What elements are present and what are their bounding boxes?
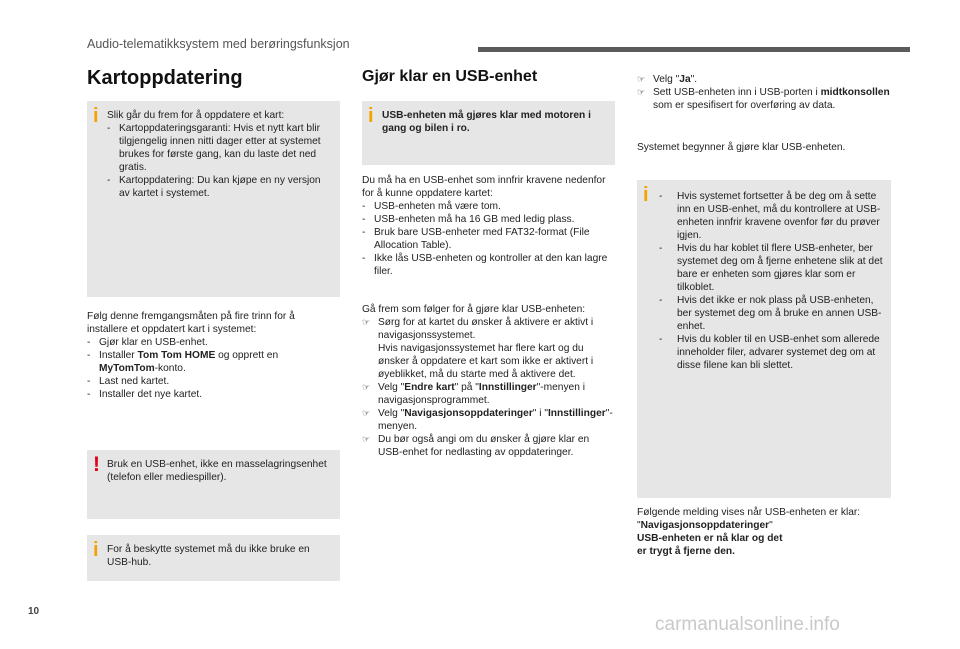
list-item: - Kartoppdatering: Du kan kjøpe en ny versjon av kartet i systemet.: [107, 175, 321, 199]
system-begins-text: Systemet begynner å gjøre klar USB-enheten.: [637, 142, 846, 153]
list-item: - Hvis systemet fortsetter å be deg om å sette inn en USB-enhet, må du kontrollere at USB-enheten innfrir kravene ovenfor før du prøver igjen.: [659, 191, 881, 241]
warning-box: [87, 450, 340, 519]
info-box-usb-hub: [87, 535, 340, 581]
ready-message-line: USB-enheten er nå klar og det: [637, 533, 783, 544]
requirement-item: - Bruk bare USB-enheter med FAT32-format (File Allocation Table).: [362, 227, 590, 251]
info-icon: i: [93, 539, 99, 561]
procedure-item: ☞ Velg "Endre kart" på "Innstillinger"-menyen i navigasjonsprogrammet.: [362, 382, 585, 406]
list-item: - Hvis du har koblet til flere USB-enheter, ber systemet deg om å fjerne enhetene slik at det bare er enheten som gjøres klar som er tilkoblet.: [659, 243, 883, 293]
steps-block: [87, 310, 337, 401]
pointing-hand-icon: ☞: [637, 87, 646, 97]
requirement-item: - USB-enheten må ha 16 GB med ledig plass.: [362, 214, 575, 225]
section-heading-kartoppdatering: Kartoppdatering: [87, 67, 243, 89]
warning-icon: !: [93, 453, 100, 476]
pointing-hand-icon: ☞: [362, 382, 371, 392]
ready-message-title: "Navigasjonsoppdateringer": [637, 520, 773, 531]
list-item: - Hvis det ikke er nok plass på USB-enheten, ber systemet deg om å bruke en annen USB-enhet.: [659, 295, 882, 332]
requirement-item: - USB-enheten må være tom.: [362, 201, 501, 212]
running-header: Audio-telematikksystem med berøringsfunksjon: [87, 37, 350, 51]
info-box-update-methods: [87, 101, 340, 297]
procedure-intro: Gå frem som følger for å gjøre klar USB-enheten:: [362, 304, 586, 315]
steps-intro: Følg denne fremgangsmåten på fire trinn for å installere et oppdatert kart i systemet:: [87, 311, 295, 335]
pointing-hand-icon: ☞: [362, 434, 371, 444]
info-box-usb-errors: [637, 180, 891, 498]
procedure-item: ☞ Velg "Navigasjonsoppdateringer" i "Innstillinger"-menyen.: [362, 408, 613, 432]
section-heading-usb: Gjør klar en USB-enhet: [362, 68, 538, 85]
pointing-hand-icon: ☞: [362, 317, 371, 327]
step-item: - Installer det nye kartet.: [87, 389, 203, 400]
requirements-block: [362, 174, 615, 278]
header-rule: [478, 47, 910, 52]
info-icon: i: [93, 105, 99, 127]
watermark: carmanualsonline.info: [655, 614, 840, 635]
info-engine-text: USB-enheten må gjøres klar med motoren i gang og bilen i ro.: [382, 110, 591, 134]
step-item: - Last ned kartet.: [87, 376, 170, 387]
ready-message-line: er trygt å fjerne den.: [637, 546, 735, 557]
page-number: 10: [28, 606, 40, 617]
procedure-item: ☞ Du bør også angi om du ønsker å gjøre klar en USB-enhet for nedlasting av oppdateringer.: [362, 434, 590, 458]
requirements-intro: Du må ha en USB-enhet som innfrir kravene nedenfor for å kunne oppdatere kartet:: [362, 175, 606, 199]
info-icon: i: [368, 105, 374, 127]
info-icon: i: [643, 184, 649, 206]
ready-message-block: [637, 506, 890, 558]
list-item: - Kartoppdateringsgaranti: Hvis et nytt kart blir tilgjengelig innen nitti dager etter at systemet brukes for første gang, kan du laste det ned gratis.: [107, 123, 321, 173]
pointing-hand-icon: ☞: [637, 74, 646, 84]
info-usb-hub-text: For å beskytte systemet må du ikke bruke en USB-hub.: [107, 544, 310, 568]
procedure-item: ☞ Sett USB-enheten inn i USB-porten i midtkonsollen som er spesifisert for overføring av data.: [637, 87, 890, 111]
procedure-item: ☞ Sørg for at kartet du ønsker å aktivere er aktivt i navigasjonssystemet. Hvis navigasjonssystemet har flere kart og du ønsker å oppdatere et kart som ikke er aktivert i øyeblikket, må du starte med å aktivere det.: [362, 317, 594, 380]
step-item: - Gjør klar en USB-enhet.: [87, 337, 208, 348]
procedure-block: [362, 303, 615, 459]
requirement-item: - Ikke lås USB-enheten og kontroller at den kan lagre filer.: [362, 253, 608, 277]
list-item: - Hvis du kobler til en USB-enhet som allerede inneholder filer, advarer systemet deg om at disse filene kan bli slettet.: [659, 334, 880, 371]
warning-text: Bruk en USB-enhet, ikke en masselagringsenhet (telefon eller mediespiller).: [107, 459, 327, 483]
pointing-hand-icon: ☞: [362, 408, 371, 418]
ready-message-intro: Følgende melding vises når USB-enheten er klar:: [637, 507, 861, 518]
info-intro: Slik går du frem for å oppdatere et kart:: [107, 110, 285, 121]
step-item: - Installer Tom Tom HOME og opprett en MyTomTom-konto.: [87, 350, 279, 374]
right-steps-block: [637, 73, 890, 112]
info-box-engine-running: [362, 101, 615, 165]
procedure-item: ☞ Velg "Ja".: [637, 74, 698, 85]
